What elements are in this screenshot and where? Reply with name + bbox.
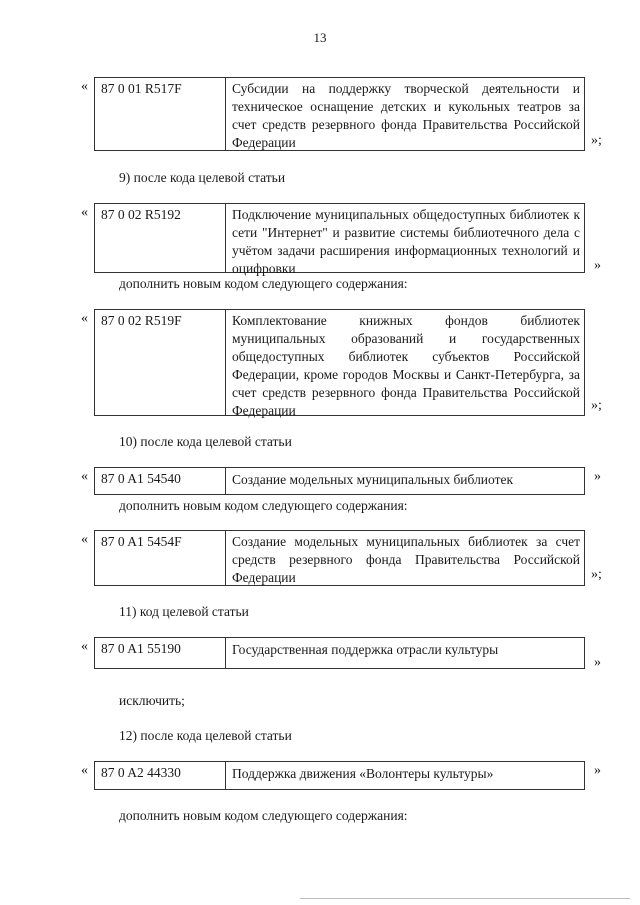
target-code: 87 0 01 R517F [95, 78, 226, 150]
exclude-text: исключить; [119, 693, 185, 708]
paragraph-10: 10) после кода целевой статьи [119, 434, 292, 449]
code-description: Поддержка движения «Волонтеры культуры» [232, 766, 494, 781]
add-code-text: дополнить новым кодом следующего содержания: [119, 276, 408, 291]
code-table [94, 77, 585, 151]
opening-quote: « [81, 469, 88, 484]
closing-quote: » [594, 655, 601, 670]
target-code: 87 0 A1 5454F [95, 531, 226, 585]
paragraph-9: 9) после кода целевой статьи [119, 170, 286, 185]
add-code-text: дополнить новым кодом следующего содержания: [119, 498, 408, 513]
opening-quote: « [81, 532, 88, 547]
opening-quote: « [81, 79, 88, 94]
target-code: 87 0 02 R519F [95, 310, 226, 415]
opening-quote: « [81, 311, 88, 326]
code-table [94, 203, 585, 276]
paragraph-12: 12) после кода целевой статьи [119, 728, 292, 743]
code-description: Государственная поддержка отрасли культуры [232, 642, 499, 657]
closing-quote: »; [591, 398, 602, 413]
opening-quote: « [81, 639, 88, 654]
code-table [94, 530, 585, 586]
opening-quote: « [81, 205, 88, 220]
code-table [94, 637, 585, 669]
target-code: 87 0 A1 54540 [95, 468, 226, 494]
closing-quote: » [594, 469, 601, 484]
code-description: Создание модельных муниципальных библиотек [232, 472, 514, 487]
code-description: Создание модельных муниципальных библиотек за счет средств резервного фонда Правительства Российской Федерации [232, 534, 580, 585]
closing-quote: »; [591, 133, 602, 148]
closing-quote: » [594, 763, 601, 778]
code-description: Подключение муниципальных общедоступных библиотек к сети "Интернет" и развитие системы библиотечного дела с учётом задачи расширения информационных технологий и оцифровки [232, 207, 580, 276]
code-table [94, 761, 585, 790]
code-description: Комплектование книжных фондов библиотек муниципальных образований и государственных общедоступных библиотек субъектов Российской Федерации, кроме городов Москвы и Санкт-Петербурга, за счет средств резервного фонда Правительства Российской Федерации [232, 313, 580, 418]
code-description: Субсидии на поддержку творческой деятельности и техническое оснащение детских и кукольных театров за счет средств резервного фонда Правительства Российской Федерации [232, 81, 580, 150]
add-code-text: дополнить новым кодом следующего содержания: [119, 808, 408, 823]
paragraph-11: 11) код целевой статьи [119, 604, 249, 619]
target-code: 87 0 A2 44330 [95, 762, 226, 789]
target-code: 87 0 02 R5192 [95, 204, 226, 272]
target-code: 87 0 A1 55190 [95, 638, 226, 668]
closing-quote: »; [591, 567, 602, 582]
code-table [94, 309, 585, 416]
code-table [94, 467, 585, 495]
opening-quote: « [81, 763, 88, 778]
closing-quote: » [594, 258, 601, 273]
page-edge-line [300, 898, 630, 899]
page-number: 13 [313, 30, 327, 45]
